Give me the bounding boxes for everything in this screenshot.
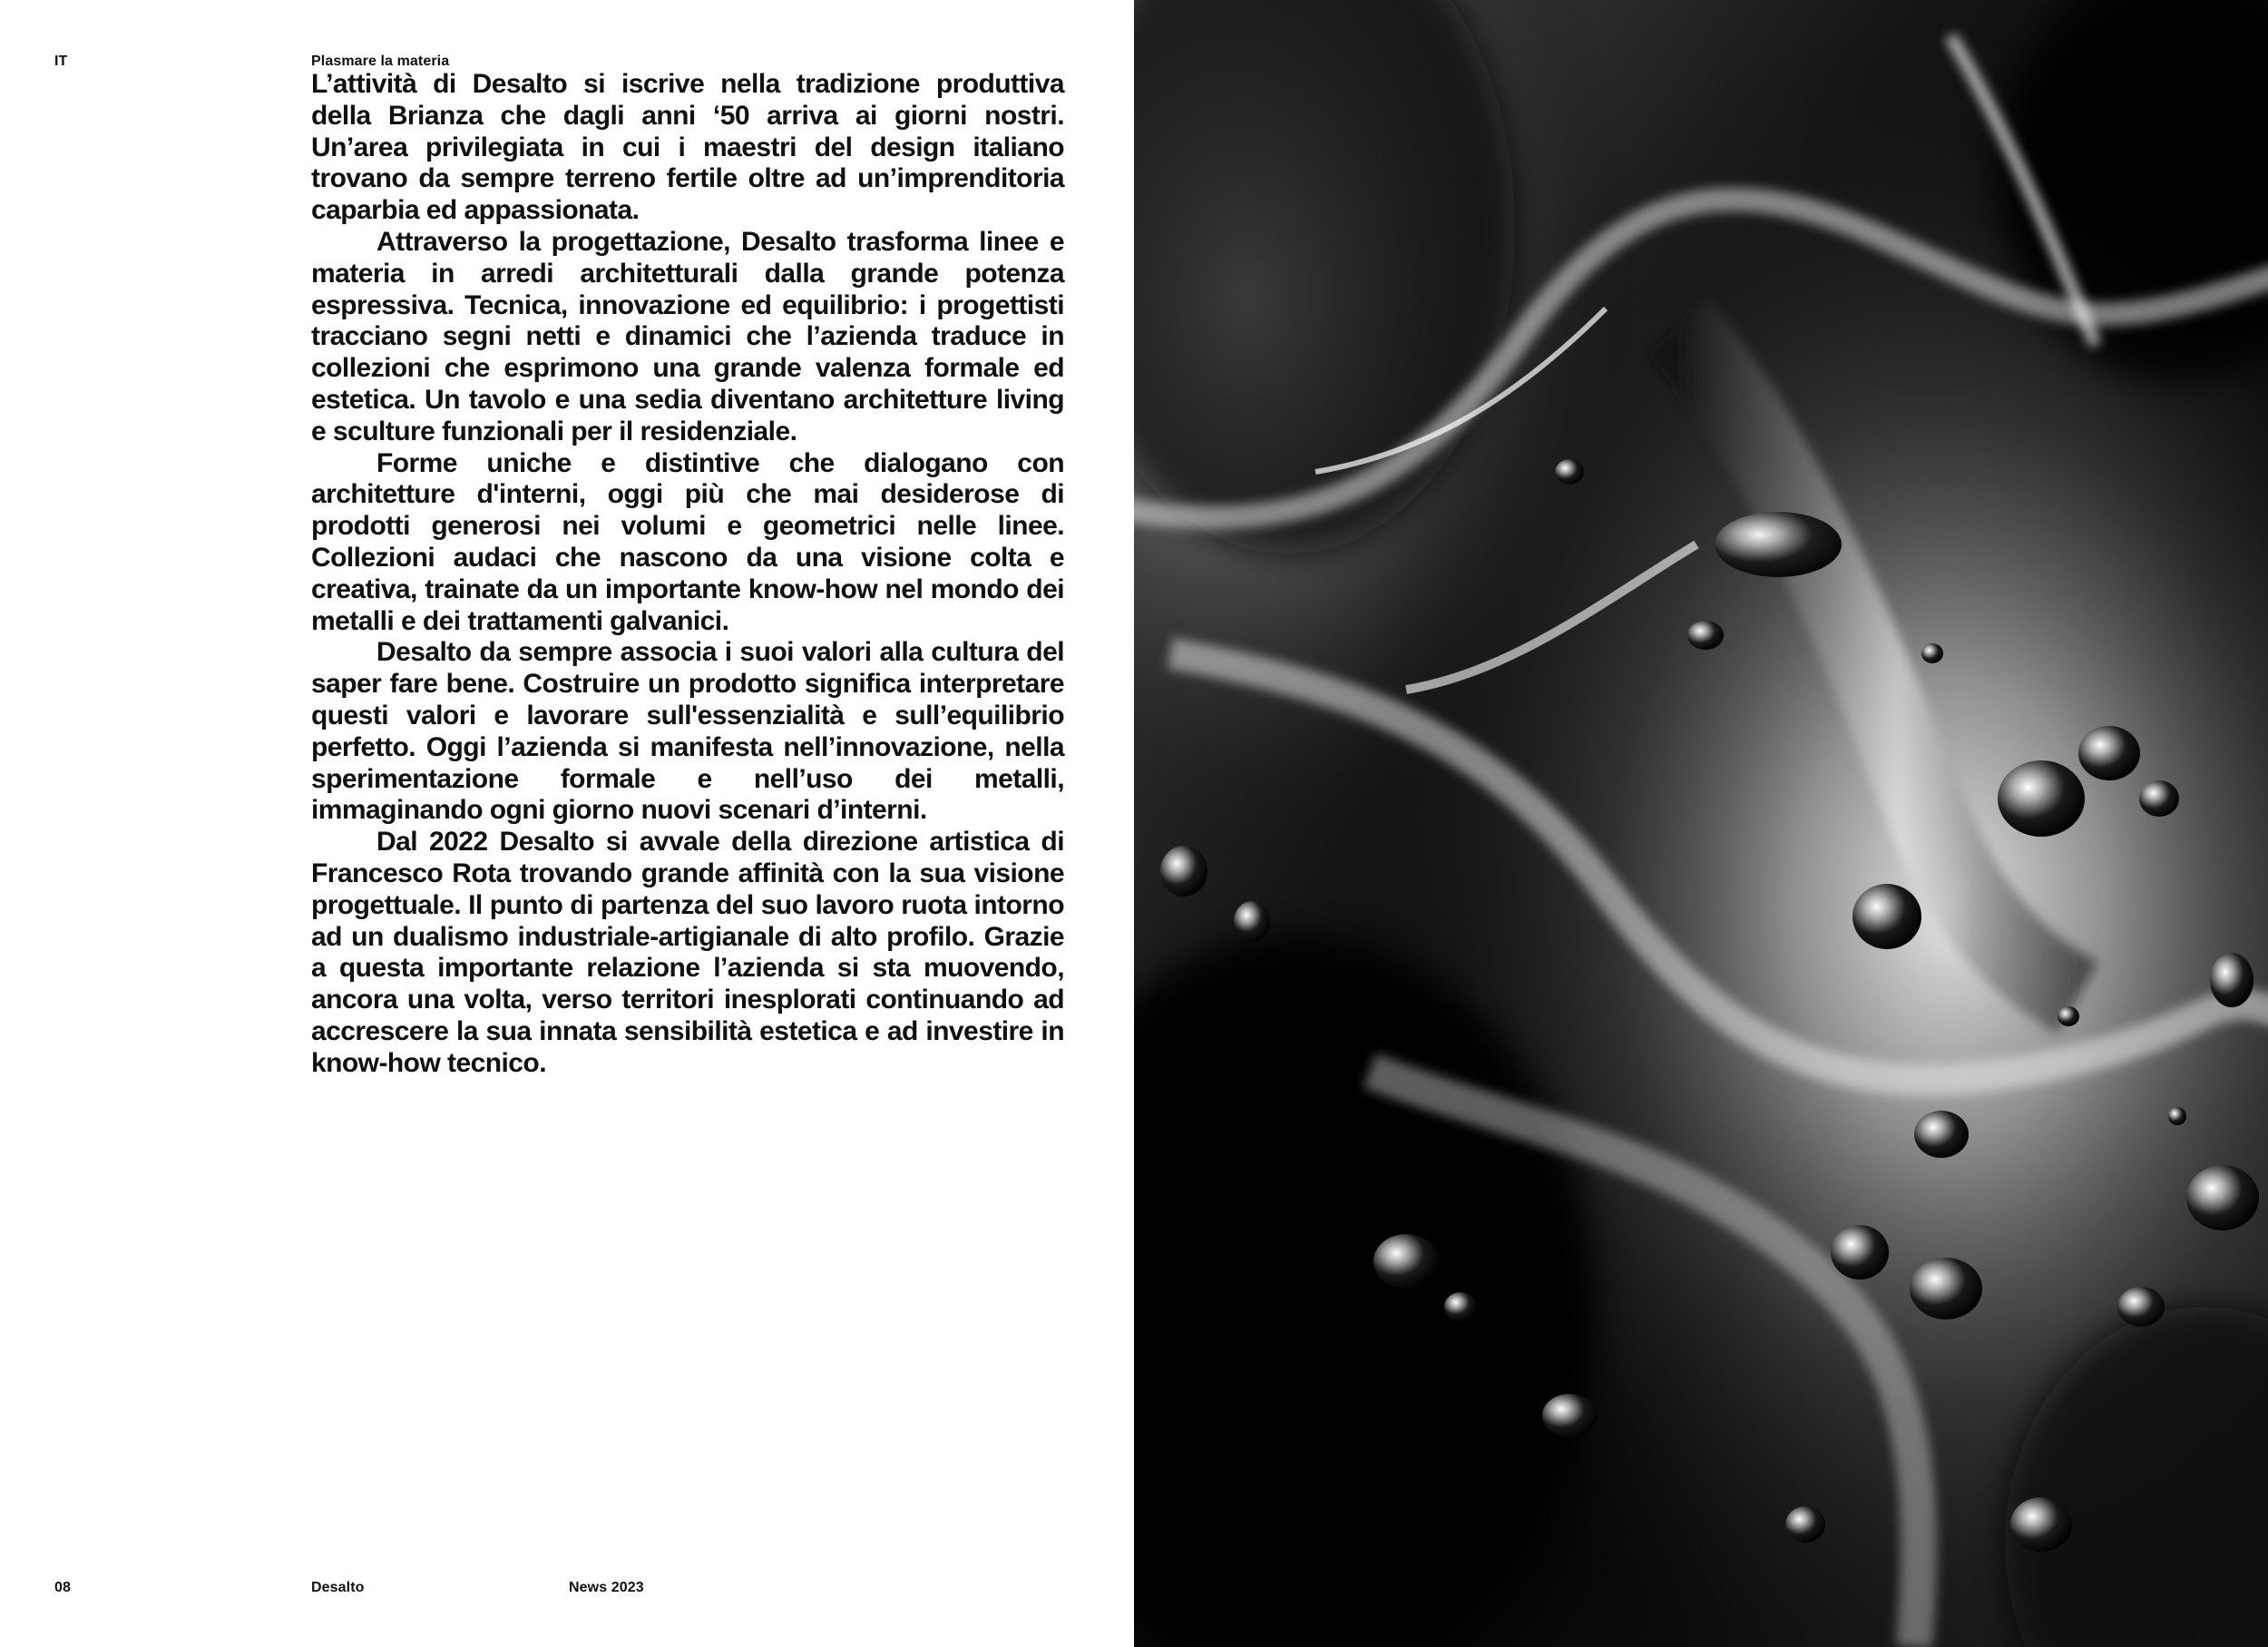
paragraph-3: Forme uniche e distintive che dialogano con architetture d'interni, oggi più che mai desiderose di prodotti generosi nei volumi e geometrici nelle linee. Collezioni audaci che nascono da una visione colta e creativa, trainate da un importante know-how nel mondo dei metalli e dei trattamenti galvanici.	[311, 447, 1064, 636]
language-label: IT	[54, 54, 68, 69]
section-title: Plasmare la materia	[311, 54, 450, 69]
footer-brand: Desalto	[311, 1580, 365, 1595]
paragraph-1: L’attività di Desalto si iscrive nella tradizione produttiva della Brianza che dagli anni ‘50 arriva ai giorni nostri. Un’area privilegiata in cui i maestri del design italiano trovano da sempre terreno fertile oltre ad un’imprenditoria caparbia ed appassionata.	[311, 69, 1064, 226]
liquid-metal-photo	[1134, 0, 2268, 1647]
paragraph-5: Dal 2022 Desalto si avvale della direzione artistica di Francesco Rota trovando grande affinità con la sua visione progettuale. Il punto di partenza del suo lavoro ruota intorno ad un dualismo industriale-artigianale di alto profilo. Grazie a questa importante relazione l’azienda si sta muovendo, ancora una volta, verso territori inesplorati continuando ad accrescere la sua innata sensibilità estetica e ad investire in know-how tecnico.	[311, 827, 1064, 1078]
page-number: 08	[54, 1580, 71, 1595]
paragraph-2: Attraverso la progettazione, Desalto trasforma linee e materia in arredi architetturali dalla grande potenza espressiva. Tecnica, innovazione ed equilibrio: i progettisti tracciano segni netti e dinamici che l’azienda traduce in collezioni che esprimono una grande valenza formale ed estetica. Un tavolo e una sedia diventano architetture living e sculture funzionali per il residenziale.	[311, 226, 1064, 446]
footer-issue: News 2023	[569, 1580, 644, 1595]
paragraph-4: Desalto da sempre associa i suoi valori alla cultura del saper fare bene. Costruire un prodotto significa interpretare questi valori e lavorare sull'essenzialità e sull’equilibrio perfetto. Oggi l’azienda si manifesta nell’innovazione, nella sperimentazione formale e nell’uso dei metalli, immaginando ogni giorno nuovi scenari d’interni.	[311, 637, 1064, 826]
article-body	[311, 69, 1064, 1080]
photo-page	[1134, 0, 2268, 1647]
